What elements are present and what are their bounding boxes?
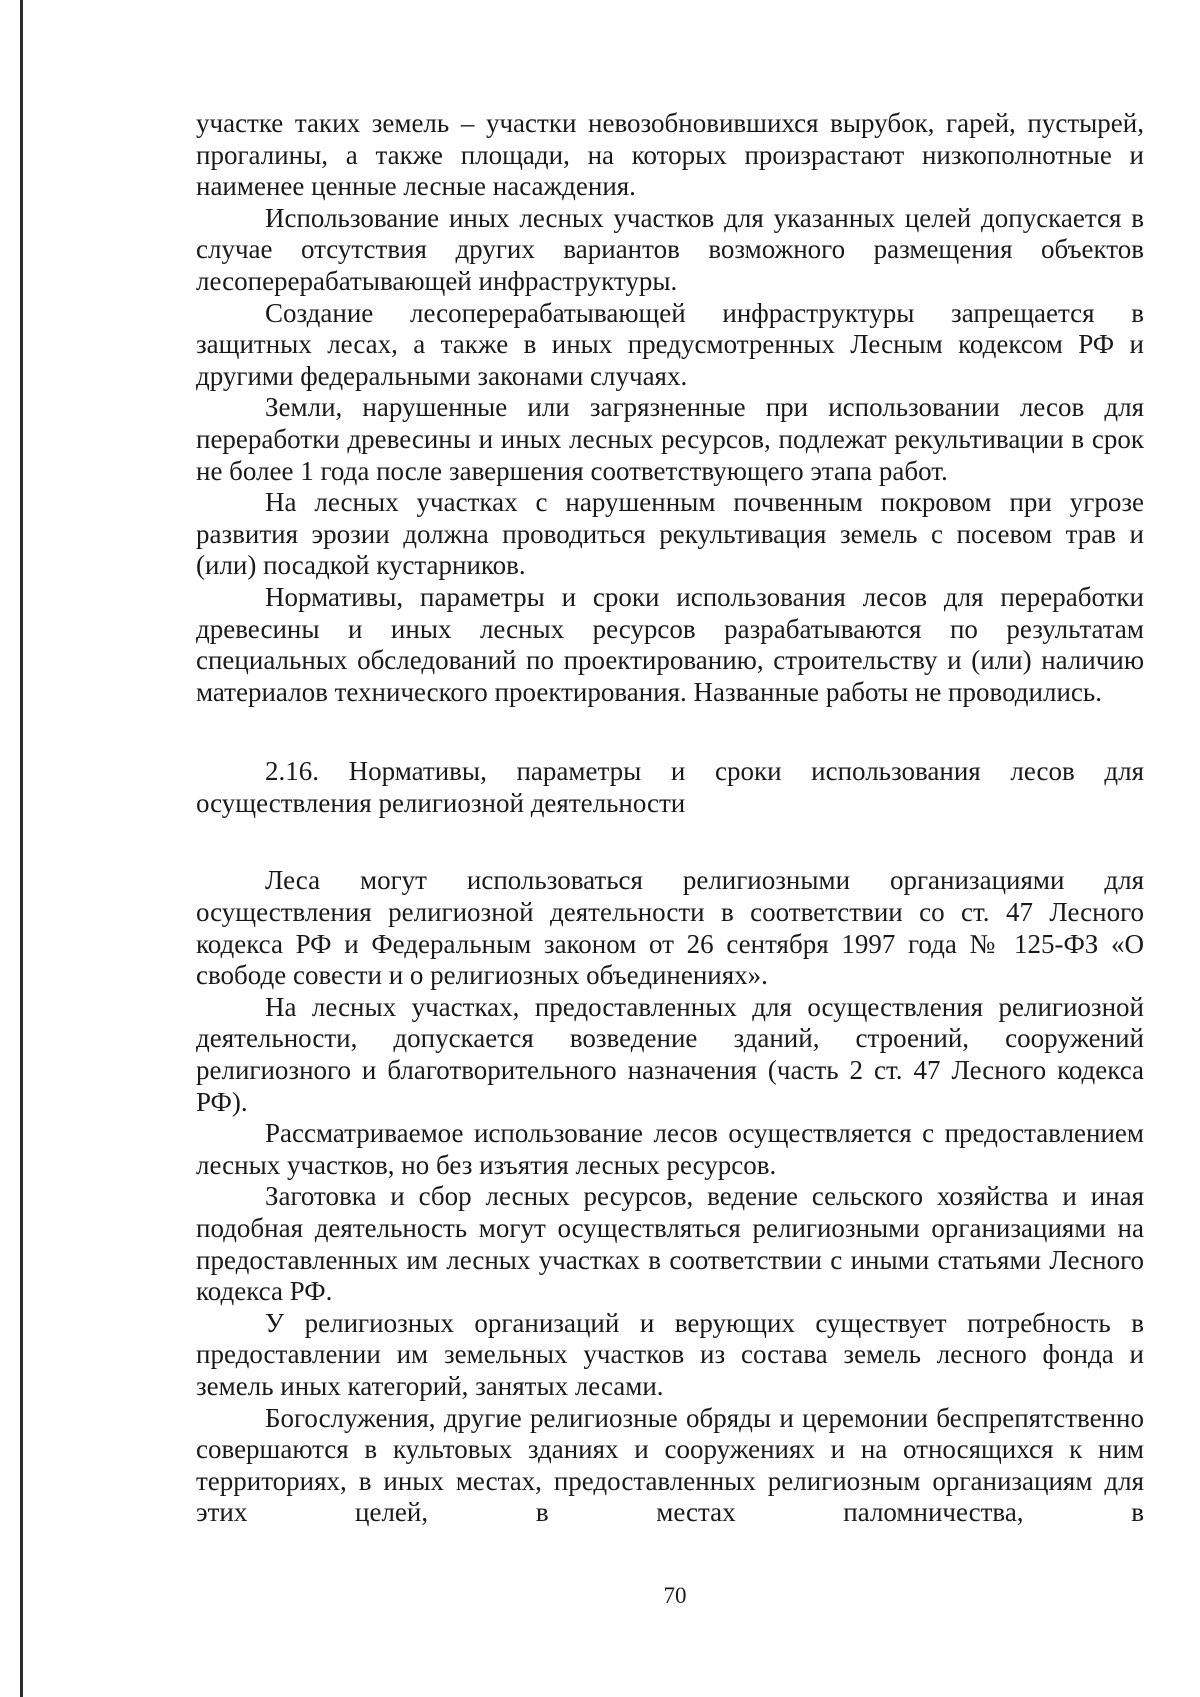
- page-number: 70: [663, 1583, 687, 1608]
- document-page: [196, 108, 1144, 1529]
- scan-left-edge: [20, 0, 23, 1697]
- paragraph: На лесных участках с нарушенным почвенным покровом при угрозе развития эрозии должна проводиться рекультивация земель с посевом трав и (или) посадкой кустарников.: [196, 487, 1144, 581]
- paragraph: Использование иных лесных участков для указанных целей допускается в случае отсутствия других вариантов возможного размещения объектов лесоперерабатывающей инфраструктуры.: [196, 202, 1144, 296]
- paragraph-continuation: участке таких земель – участки невозобновившихся вырубок, гарей, пустырей, прогалины, а также площади, на которых произрастают низкополнотные и наименее ценные лесные насаждения.: [196, 108, 1144, 202]
- paragraph: Заготовка и сбор лесных ресурсов, ведение сельского хозяйства и иная подобная деятельность могут осуществляться религиозными организациями на предоставленных им лесных участках в соответствии с иными статьями Лесного кодекса РФ.: [196, 1181, 1144, 1307]
- paragraph-last: Богослужения, другие религиозные обряды и церемонии беспрепятственно совершаются в культовых зданиях и сооружениях и на относящихся к ним территориях, в иных местах, предоставленных религиозным организациям для этих целей, в местах паломничества, в: [196, 1402, 1144, 1528]
- paragraph: Леса могут использоваться религиозными организациями для осуществления религиозной деятельности в соответствии со ст. 47 Лесного кодекса РФ и Федеральным законом от 26 сентября 1997 года № 125-ФЗ «О свободе совести и о религиозных объединениях».: [196, 865, 1144, 991]
- paragraph: У религиозных организаций и верующих существует потребность в предоставлении им земельных участков из состава земель лесного фонда и земель иных категорий, занятых лесами.: [196, 1307, 1144, 1401]
- paragraph: Создание лесоперерабатывающей инфраструктуры запрещается в защитных лесах, а также в иных предусмотренных Лесным кодексом РФ и другими федеральными законами случаях.: [196, 297, 1144, 391]
- paragraph: На лесных участках, предоставленных для осуществления религиозной деятельности, допускается возведение зданий, строений, сооружений религиозного и благотворительного назначения (часть 2 ст. 47 Лесного кодекса РФ).: [196, 991, 1144, 1117]
- section-heading: 2.16. Нормативы, параметры и сроки использования лесов для осуществления религиозной деятельности: [196, 756, 1144, 818]
- paragraph: Земли, нарушенные или загрязненные при использовании лесов для переработки древесины и иных лесных ресурсов, подлежат рекультивации в срок не более 1 года после завершения соответствующего этапа работ.: [196, 392, 1144, 486]
- paragraph: Нормативы, параметры и сроки использования лесов для переработки древесины и иных лесных ресурсов разрабатываются по результатам специальных обследований по проектированию, строительству и (или) наличию материалов технического проектирования. Названные работы не проводились.: [196, 581, 1144, 707]
- paragraph: Рассматриваемое использование лесов осуществляется с предоставлением лесных участков, но без изъятия лесных ресурсов.: [196, 1118, 1144, 1180]
